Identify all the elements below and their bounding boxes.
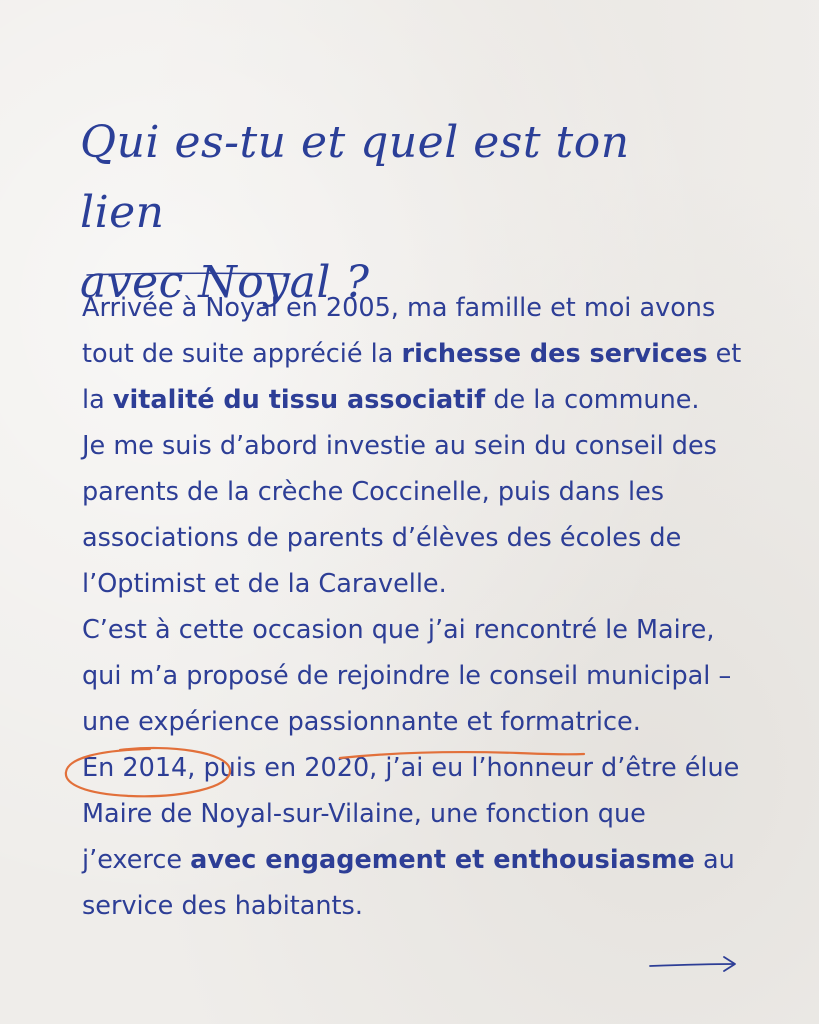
underlined-experience: expérience passionnante <box>138 707 459 737</box>
title-line-2: avec Noyal ? <box>80 257 370 308</box>
highlight-services: richesse des services <box>401 339 708 369</box>
highlight-associatif: vitalité du tissu associatif <box>112 385 486 415</box>
body-text <box>82 285 742 929</box>
paragraph-maire: C’est à cette occasion que j’ai rencontré le Maire, qui m’a proposé de rejoindre le conseil municipal – une expérience passionnante et formatrice. <box>82 615 732 737</box>
orange-circle-stroke <box>60 744 240 804</box>
arrow-right-icon[interactable] <box>648 952 740 976</box>
orange-underline-stroke <box>338 748 588 764</box>
paragraph-arrival: Arrivée à Noyal en 2005, ma famille et moi avons tout de suite apprécié la richesse des services et la vitalité du tissu associatif de la commune. <box>82 293 742 415</box>
title-line-1: Qui es-tu et quel est ton lien <box>80 117 630 238</box>
circled-formatrice: formatrice <box>500 707 633 737</box>
paragraph-engagement: Je me suis d’abord investie au sein du conseil des parents de la crèche Coccinelle, puis dans les associations de parents d’élèves des écoles de l’Optimist et de la Caravelle. <box>82 431 717 599</box>
paragraph-election: En 2014, puis en 2020, j’ai eu l’honneur d’être élue Maire de Noyal-sur-Vilaine, une fonction que j’exerce avec engagement et enthousiasme au service des habitants. <box>82 753 740 921</box>
title-underline <box>86 270 296 280</box>
highlight-engagement: avec engagement et enthousiasme <box>190 845 695 875</box>
